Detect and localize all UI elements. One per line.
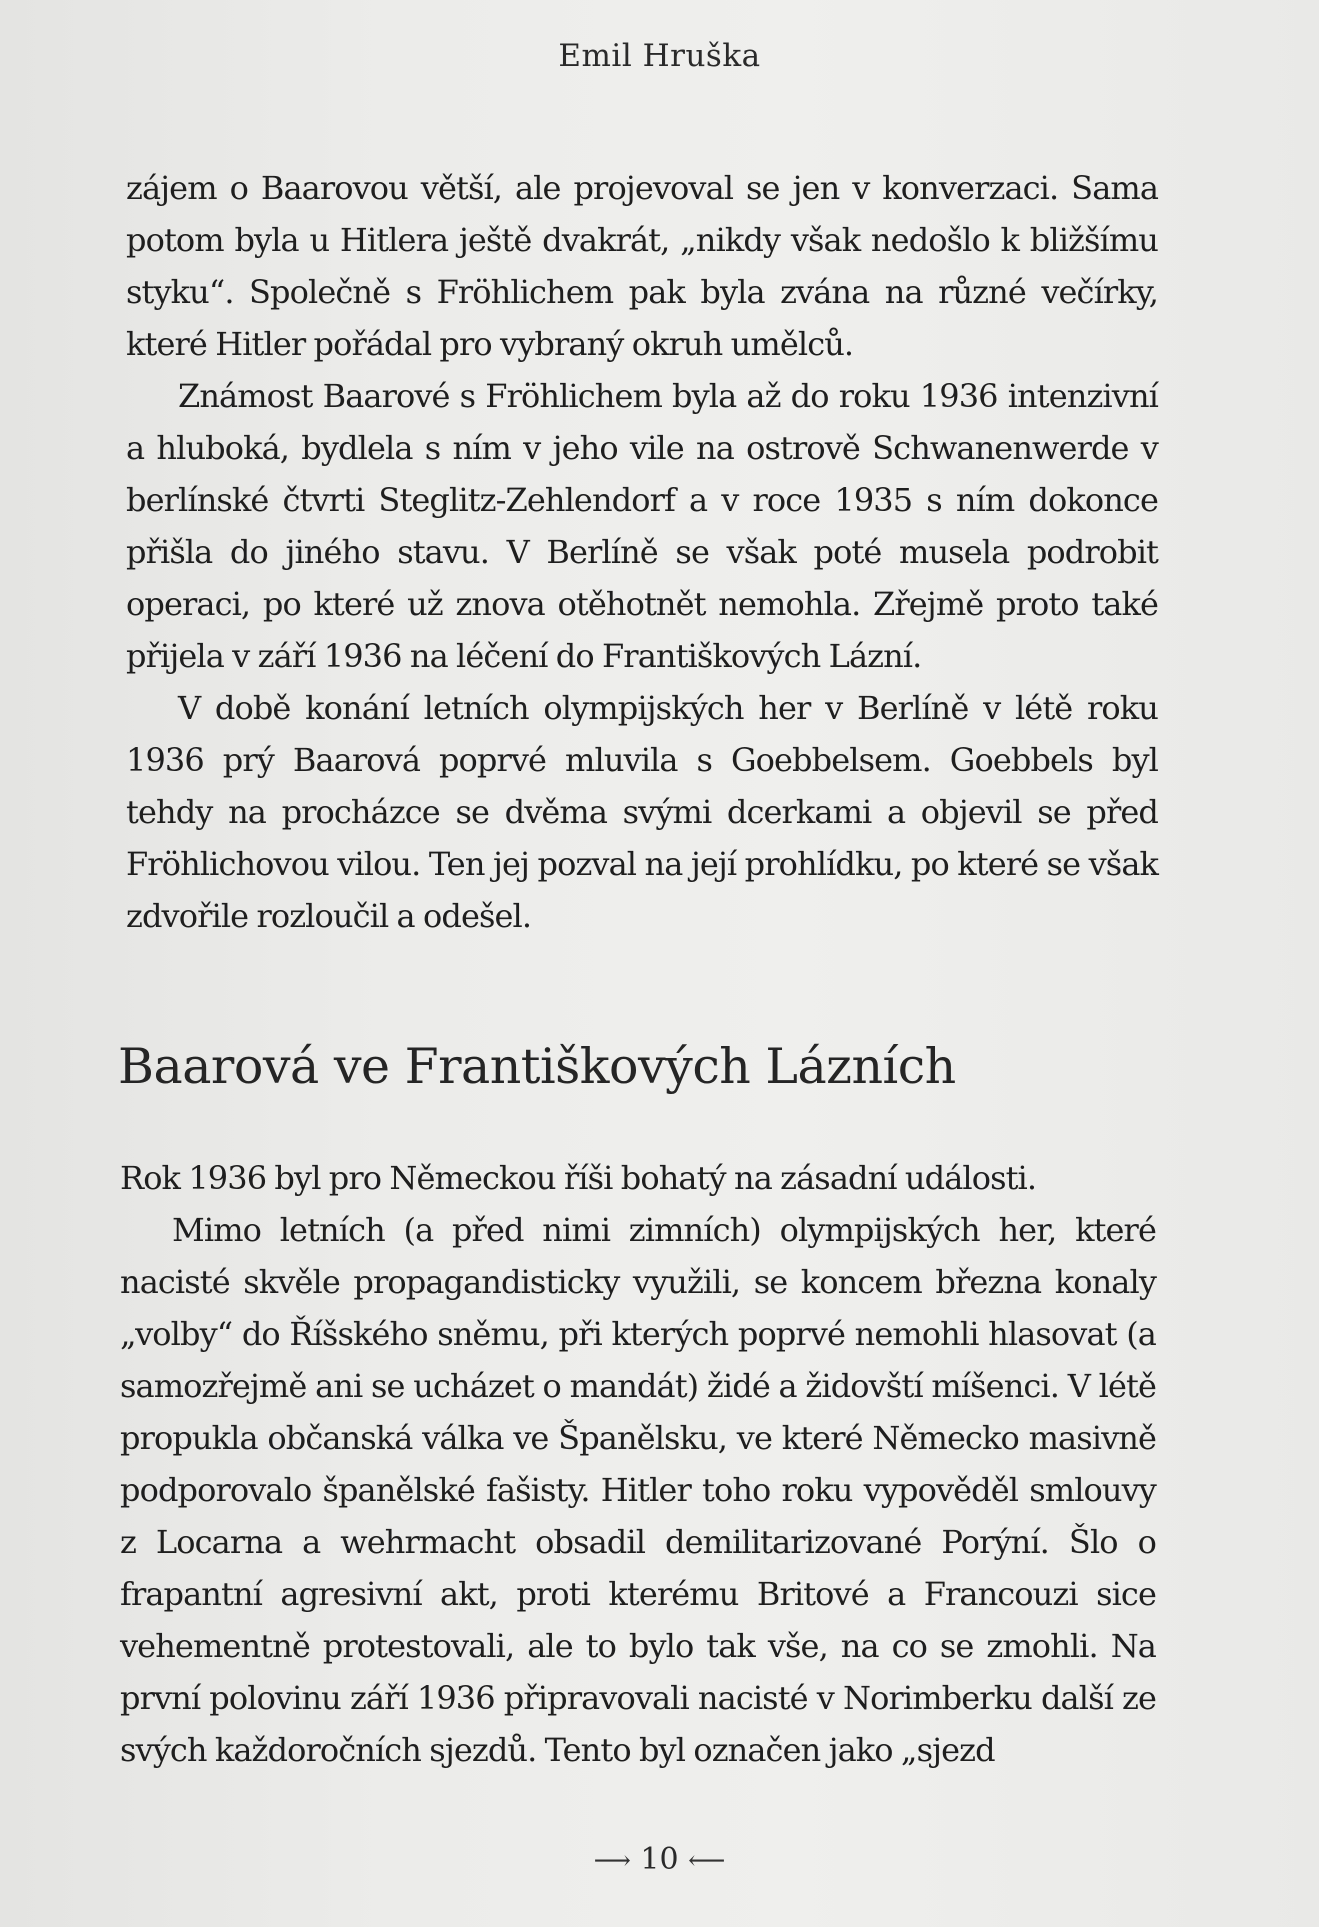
running-head: Emil Hruška	[558, 38, 761, 74]
paragraph: Známost Baarové s Fröhlichem byla až do roku 1936 intenzivní a hluboká, bydlela s ním v jeho vile na ostrově Schwanenwerde v berlínské čtvrti Steglitz-Zehlendorf a v roce 1935 s ním dokonce přišla do jiného stavu. V Berlíně se však poté musela podrobit operaci, po které už znova otěhotnět nemohla. Zřejmě proto také přijela v září 1936 na léčení do Františkových Lázní.	[126, 377, 1158, 675]
page-number-value: 10	[640, 1842, 679, 1877]
right-ornament-icon: ⟵	[688, 1846, 726, 1876]
paragraph: V době konání letních olympijských her v Berlíně v létě roku 1936 prý Baarová poprvé mluvila s Goebbelsem. Goebbels byl tehdy na procházce se dvěma svými dcerkami a objevil se před Fröhlichovou vilou. Ten jej pozval na její prohlídku, po které se však zdvořile rozloučil a odešel.	[126, 689, 1158, 935]
left-ornament-icon: ⟶	[593, 1846, 631, 1876]
paragraph: Rok 1936 byl pro Německou říši bohatý na zásadní události.	[120, 1159, 1037, 1197]
text-block-continuation	[126, 162, 1158, 942]
page-number	[0, 1842, 1319, 1877]
text-block-section	[120, 1152, 1156, 1776]
section-heading: Baarová ve Františkových Lázních	[118, 1038, 956, 1095]
paragraph: zájem o Baarovou větší, ale projevoval se jen v konverzaci. Sama potom byla u Hitlera ještě dvakrát, „nikdy však nedošlo k bližšímu styku“. Společně s Fröhlichem pak byla zvána na různé večírky, které Hitler pořádal pro vybraný okruh umělců.	[126, 169, 1158, 363]
paragraph: Mimo letních (a před nimi zimních) olympijských her, které nacisté skvěle propagandisticky využili, se koncem března konaly „volby“ do Říšského sněmu, při kterých poprvé nemohli hlasovat (a samozřejmě ani se ucházet o mandát) židé a židovští míšenci. V létě propukla občanská válka ve Španělsku, ve které Německo masivně podporovalo španělské fašisty. Hitler toho roku vypověděl smlouvy z Locarna a wehrmacht obsadil demilitarizované Porýní. Šlo o frapantní agresivní akt, proti kterému Britové a Francouzi sice vehementně protestovali, ale to bylo tak vše, na co se zmohli. Na první polovinu září 1936 připravovali nacisté v Norimberku další ze svých každoročních sjezdů. Tento byl označen jako „sjezd	[120, 1211, 1156, 1769]
